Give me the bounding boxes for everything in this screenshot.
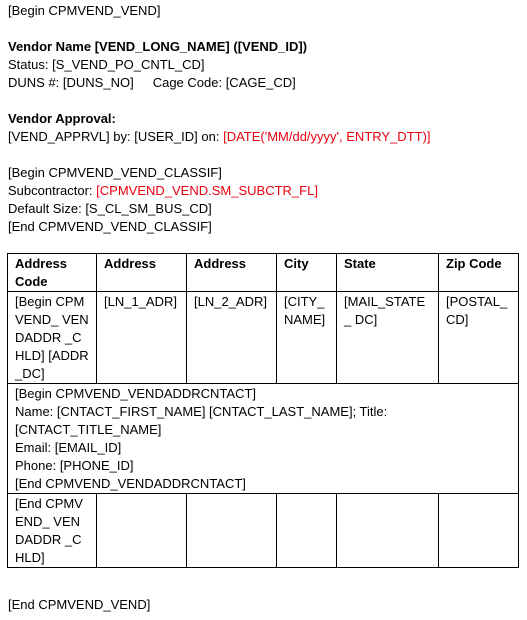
empty-cell	[277, 494, 337, 568]
approval-date: [DATE('MM/dd/yyyy', ENTRY_DTT)]	[223, 129, 431, 144]
end-vend-tag: [End CPMVEND_VEND]	[8, 597, 151, 612]
duns-label: DUNS #: [DUNS_NO]	[8, 75, 134, 90]
begin-classif-tag: [Begin CPMVEND_VEND_CLASSIF]	[8, 165, 222, 180]
cell-city: [CITY_ NAME]	[277, 292, 337, 384]
approval-prefix: [VEND_APPRVL] by: [USER_ID] on:	[8, 129, 224, 144]
contact-name-line: Name: [CNTACT_FIRST_NAME] [CNTACT_LAST_NAME]; Title: [CNTACT_TITLE_NAME]	[15, 404, 388, 437]
cell-address-2: [LN_2_ADR]	[187, 292, 277, 384]
begin-vend-tag: [Begin CPMVEND_VEND]	[8, 3, 161, 18]
header-city: City	[277, 254, 337, 292]
contact-cell	[8, 384, 519, 494]
empty-cell	[97, 494, 187, 568]
header-address-2: Address	[187, 254, 277, 292]
approval-line	[8, 129, 431, 145]
cell-zip-code: [POSTAL_ CD]	[439, 292, 519, 384]
empty-cell	[337, 494, 439, 568]
contact-row	[8, 384, 519, 494]
contact-end-tag: [End CPMVEND_VENDADDRCNTACT]	[15, 476, 246, 491]
contact-email-line: Email: [EMAIL_ID]	[15, 440, 122, 455]
header-address-code: Address Code	[8, 254, 97, 292]
subcontractor-label: Subcontractor:	[8, 183, 97, 198]
table-header-row	[8, 254, 519, 292]
status-line: Status: [S_VEND_PO_CNTL_CD]	[8, 57, 205, 72]
address-table	[7, 253, 519, 568]
cage-label: Cage Code: [CAGE_CD]	[152, 75, 296, 90]
header-address-1: Address	[97, 254, 187, 292]
cell-end-chld: [End CPMVEND_ VENDADDR _CHLD]	[8, 494, 97, 568]
subcontractor-value: [CPMVEND_VEND.SM_SUBCTR_FL]	[96, 183, 318, 198]
header-zip-code: Zip Code	[439, 254, 519, 292]
end-classif-tag: [End CPMVEND_VEND_CLASSIF]	[8, 219, 212, 234]
empty-cell	[439, 494, 519, 568]
default-size-line: Default Size: [S_CL_SM_BUS_CD]	[8, 201, 212, 216]
cell-state: [MAIL_STATE_ DC]	[337, 292, 439, 384]
vendor-approval-heading: Vendor Approval:	[8, 111, 116, 126]
duns-cage-line	[8, 75, 296, 91]
contact-phone-line: Phone: [PHONE_ID]	[15, 458, 134, 473]
vendor-name-heading: Vendor Name [VEND_LONG_NAME] ([VEND_ID])	[8, 39, 308, 54]
header-state: State	[337, 254, 439, 292]
subcontractor-line	[8, 183, 318, 199]
table-row-end	[8, 494, 519, 568]
empty-cell	[187, 494, 277, 568]
table-row	[8, 292, 519, 384]
cell-address-1: [LN_1_ADR]	[97, 292, 187, 384]
cell-address-code: [Begin CPMVEND_ VENDADDR _CHLD] [ADDR_DC]	[8, 292, 97, 384]
contact-begin-tag: [Begin CPMVEND_VENDADDRCNTACT]	[15, 386, 257, 401]
